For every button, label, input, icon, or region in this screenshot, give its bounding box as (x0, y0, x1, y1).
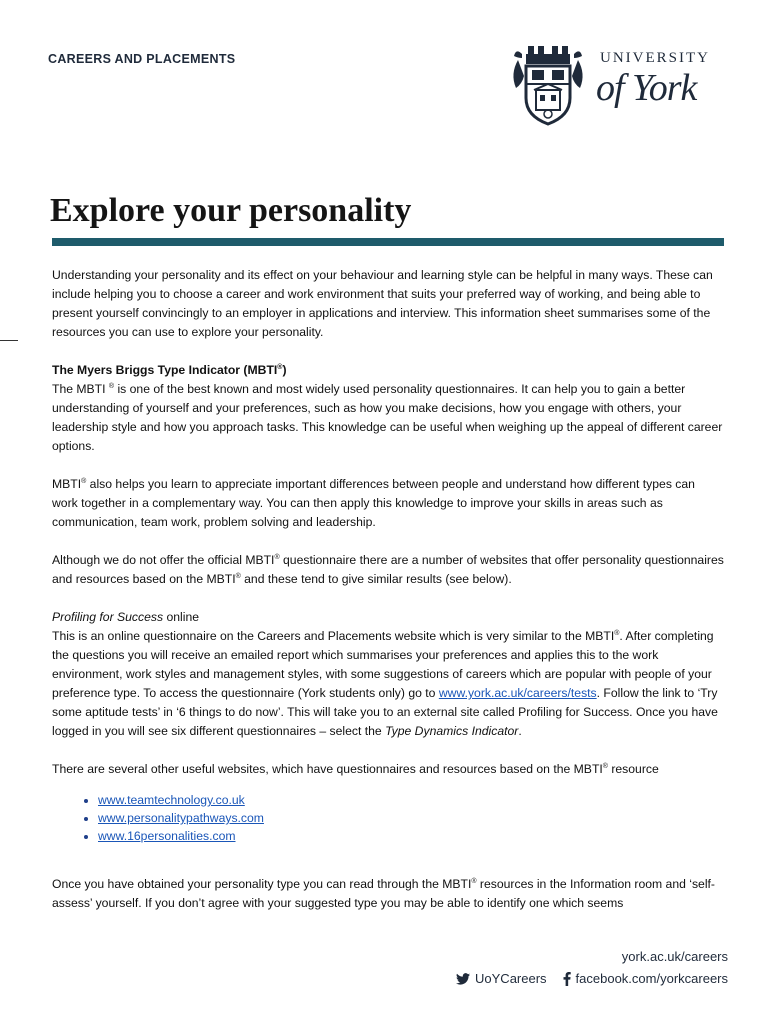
york-crest-icon (508, 40, 588, 128)
department-label: CAREERS AND PLACEMENTS (48, 52, 236, 66)
twitter-handle[interactable]: UoYCareers (456, 968, 547, 990)
careers-tests-link[interactable]: www.york.ac.uk/careers/tests (438, 686, 597, 700)
document-body (52, 266, 724, 932)
other-sites-intro: There are several other useful websites, which have questionnaires and resources based on the MBTI® resource (52, 762, 659, 776)
personalitypathways-link[interactable]: www.personalitypathways.com (98, 811, 264, 825)
profiling-section (52, 608, 724, 741)
logo-wordmark-york: of York (596, 67, 697, 109)
websites-list (52, 791, 724, 845)
profiling-heading: Profiling for Success online (52, 610, 200, 624)
list-item (98, 827, 724, 845)
page-title: Explore your personality (50, 192, 412, 229)
intro-paragraph: Understanding your personality and its effect on your behaviour and learning style can be helpful in many ways. These can include helping you to choose a career and work environment that suits your preferred way of working, and being able to present yourself convincingly to an employer in applications and interview. This information sheet summarises some of the resources you can use to explore your personality. (52, 268, 713, 339)
mbti-paragraph-2: MBTI® also helps you learn to appreciate important differences between people and understand how different types can work together in a complementary way. You can then apply this knowledge to improve your skills in areas such as communication, team work, problem solving and leadership. (52, 477, 695, 529)
margin-mark (0, 340, 18, 341)
university-logo (508, 40, 730, 130)
footer-social-row (456, 968, 728, 990)
footer-website[interactable]: york.ac.uk/careers (621, 949, 728, 964)
list-item (98, 809, 724, 827)
twitter-bird-icon (456, 973, 470, 985)
teamtechnology-link[interactable]: www.teamtechnology.co.uk (98, 793, 245, 807)
mbti-heading: The Myers Briggs Type Indicator (MBTI®) (52, 363, 287, 377)
mbti-paragraph-3: Although we do not offer the official MBTI® questionnaire there are a number of websites that offer personality questionnaires and resources based on the MBTI® and these tend to give similar results (see below). (52, 553, 724, 586)
list-item (98, 791, 724, 809)
mbti-section (52, 361, 724, 456)
facebook-page[interactable]: facebook.com/yorkcareers (563, 968, 728, 990)
facebook-f-icon (563, 972, 571, 986)
footer (456, 946, 728, 990)
closing-paragraph: Once you have obtained your personality type you can read through the MBTI® resources in the Information room and ‘self-assess’ yourself. If you don’t agree with your suggested type you may be able to identify one which seems (52, 877, 715, 910)
logo-wordmark-university: UNIVERSITY (600, 50, 710, 66)
mbti-paragraph-1: The MBTI ® is one of the best known and most widely used personality questionnaires. It can help you to gain a better understanding of yourself and your preferences, such as how you make decisions, how you engage with others, your leadership style and how you approach tasks. This knowledge can be useful when weighing up the appeal of different career options. (52, 382, 723, 453)
title-rule (52, 238, 724, 246)
profiling-paragraph: This is an online questionnaire on the Careers and Placements website which is very similar to the MBTI®. After completing the questions you will receive an emailed report which summarises your preferences and applies this to the work environment, work styles and management styles, with some suggestions of careers which are popular with people of your preference type. To access the questionnaire (York students only) go to www.york.ac.uk/careers/tests. Follow the link to ‘Try some aptitude tests’ in ‘6 things to do now’. This will take you to an external site called Profiling for Success. Once you have logged in you will see six different questionnaires – select the Type Dynamics Indicator. (52, 629, 718, 738)
16personalities-link[interactable]: www.16personalities.com (98, 829, 236, 843)
